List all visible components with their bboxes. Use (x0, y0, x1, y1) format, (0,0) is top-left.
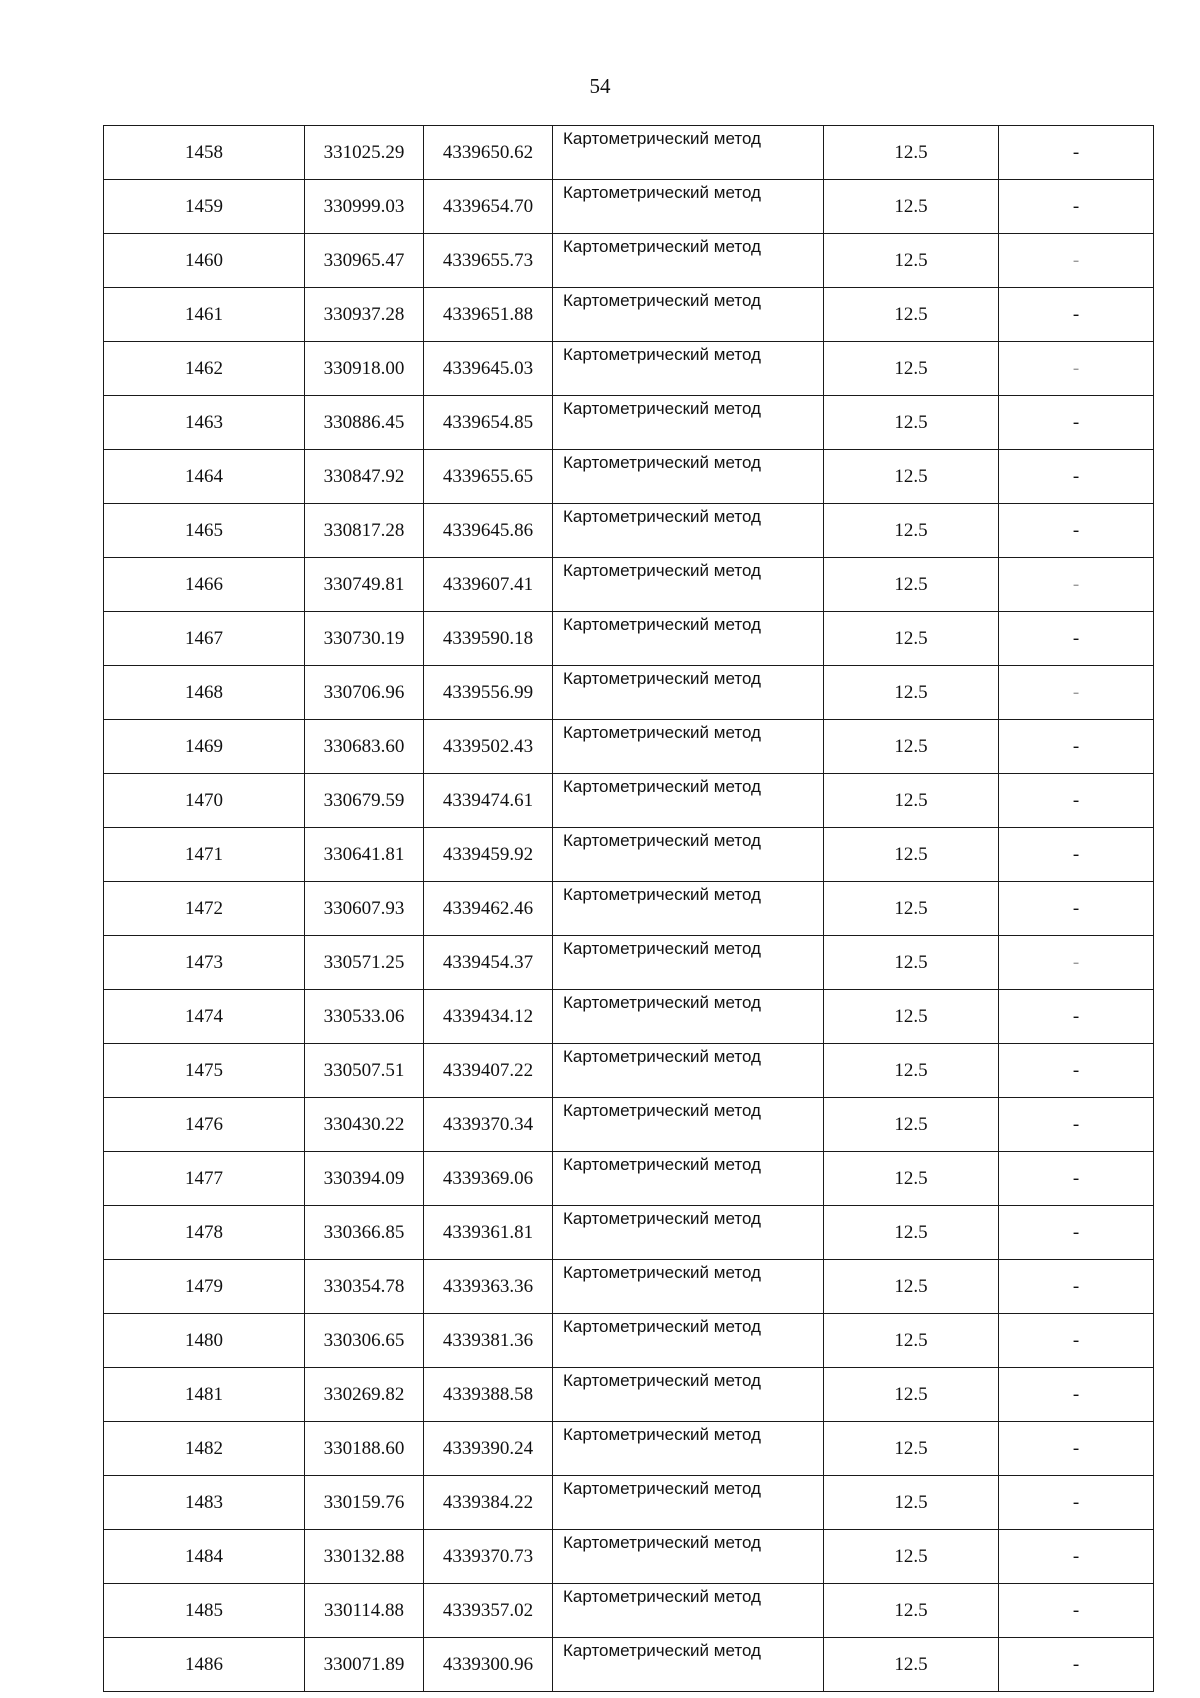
method-cell: Картометрический метод (553, 990, 824, 1044)
accuracy-cell: 12.5 (824, 504, 999, 558)
x-coordinate-cell: 330269.82 (305, 1368, 424, 1422)
table-row (104, 774, 1154, 828)
y-coordinate-cell: 4339384.22 (424, 1476, 553, 1530)
note-cell: - (999, 936, 1154, 990)
point-number-cell: 1474 (104, 990, 305, 1044)
method-cell: Картометрический метод (553, 720, 824, 774)
table-row (104, 342, 1154, 396)
method-cell: Картометрический метод (553, 396, 824, 450)
x-coordinate-cell: 330679.59 (305, 774, 424, 828)
table-row (104, 1422, 1154, 1476)
y-coordinate-cell: 4339370.73 (424, 1530, 553, 1584)
y-coordinate-cell: 4339388.58 (424, 1368, 553, 1422)
table-row (104, 1368, 1154, 1422)
point-number-cell: 1477 (104, 1152, 305, 1206)
y-coordinate-cell: 4339654.70 (424, 180, 553, 234)
point-number-cell: 1475 (104, 1044, 305, 1098)
method-cell: Картометрический метод (553, 1638, 824, 1692)
point-number-cell: 1472 (104, 882, 305, 936)
table-row (104, 126, 1154, 180)
y-coordinate-cell: 4339607.41 (424, 558, 553, 612)
accuracy-cell: 12.5 (824, 396, 999, 450)
note-cell: - (999, 504, 1154, 558)
y-coordinate-cell: 4339556.99 (424, 666, 553, 720)
accuracy-cell: 12.5 (824, 1152, 999, 1206)
table-row (104, 990, 1154, 1044)
table-row (104, 666, 1154, 720)
method-cell: Картометрический метод (553, 612, 824, 666)
accuracy-cell: 12.5 (824, 990, 999, 1044)
method-cell: Картометрический метод (553, 828, 824, 882)
point-number-cell: 1468 (104, 666, 305, 720)
y-coordinate-cell: 4339407.22 (424, 1044, 553, 1098)
method-cell: Картометрический метод (553, 450, 824, 504)
point-number-cell: 1461 (104, 288, 305, 342)
accuracy-cell: 12.5 (824, 1260, 999, 1314)
point-number-cell: 1480 (104, 1314, 305, 1368)
note-cell: - (999, 1584, 1154, 1638)
y-coordinate-cell: 4339645.86 (424, 504, 553, 558)
note-cell: - (999, 288, 1154, 342)
y-coordinate-cell: 4339454.37 (424, 936, 553, 990)
note-cell: - (999, 1368, 1154, 1422)
method-cell: Картометрический метод (553, 1584, 824, 1638)
accuracy-cell: 12.5 (824, 342, 999, 396)
point-number-cell: 1482 (104, 1422, 305, 1476)
accuracy-cell: 12.5 (824, 450, 999, 504)
method-cell: Картометрический метод (553, 1530, 824, 1584)
y-coordinate-cell: 4339651.88 (424, 288, 553, 342)
point-number-cell: 1460 (104, 234, 305, 288)
table-row (104, 396, 1154, 450)
note-cell: - (999, 342, 1154, 396)
x-coordinate-cell: 330999.03 (305, 180, 424, 234)
table-row (104, 288, 1154, 342)
table-row (104, 882, 1154, 936)
y-coordinate-cell: 4339654.85 (424, 396, 553, 450)
x-coordinate-cell: 330706.96 (305, 666, 424, 720)
accuracy-cell: 12.5 (824, 1638, 999, 1692)
table-row (104, 1530, 1154, 1584)
table-row (104, 936, 1154, 990)
y-coordinate-cell: 4339370.34 (424, 1098, 553, 1152)
method-cell: Картометрический метод (553, 234, 824, 288)
x-coordinate-cell: 330354.78 (305, 1260, 424, 1314)
table-row (104, 1476, 1154, 1530)
point-number-cell: 1463 (104, 396, 305, 450)
table-row (104, 1206, 1154, 1260)
y-coordinate-cell: 4339369.06 (424, 1152, 553, 1206)
note-cell: - (999, 126, 1154, 180)
accuracy-cell: 12.5 (824, 720, 999, 774)
x-coordinate-cell: 330607.93 (305, 882, 424, 936)
x-coordinate-cell: 330188.60 (305, 1422, 424, 1476)
method-cell: Картометрический метод (553, 126, 824, 180)
method-cell: Картометрический метод (553, 774, 824, 828)
table-row (104, 1260, 1154, 1314)
note-cell: - (999, 1314, 1154, 1368)
accuracy-cell: 12.5 (824, 558, 999, 612)
note-cell: - (999, 1152, 1154, 1206)
note-cell: - (999, 1422, 1154, 1476)
method-cell: Картометрический метод (553, 288, 824, 342)
table-row (104, 234, 1154, 288)
method-cell: Картометрический метод (553, 882, 824, 936)
table-row (104, 180, 1154, 234)
point-number-cell: 1478 (104, 1206, 305, 1260)
point-number-cell: 1479 (104, 1260, 305, 1314)
x-coordinate-cell: 330918.00 (305, 342, 424, 396)
accuracy-cell: 12.5 (824, 774, 999, 828)
method-cell: Картометрический метод (553, 1476, 824, 1530)
note-cell: - (999, 396, 1154, 450)
accuracy-cell: 12.5 (824, 1422, 999, 1476)
accuracy-cell: 12.5 (824, 1530, 999, 1584)
x-coordinate-cell: 331025.29 (305, 126, 424, 180)
accuracy-cell: 12.5 (824, 288, 999, 342)
y-coordinate-cell: 4339462.46 (424, 882, 553, 936)
point-number-cell: 1486 (104, 1638, 305, 1692)
y-coordinate-cell: 4339363.36 (424, 1260, 553, 1314)
note-cell: - (999, 990, 1154, 1044)
note-cell: - (999, 180, 1154, 234)
note-cell: - (999, 828, 1154, 882)
accuracy-cell: 12.5 (824, 1314, 999, 1368)
table-row (104, 828, 1154, 882)
coordinates-table (103, 125, 1154, 1692)
point-number-cell: 1462 (104, 342, 305, 396)
point-number-cell: 1464 (104, 450, 305, 504)
x-coordinate-cell: 330886.45 (305, 396, 424, 450)
table-row (104, 1098, 1154, 1152)
note-cell: - (999, 774, 1154, 828)
y-coordinate-cell: 4339381.36 (424, 1314, 553, 1368)
x-coordinate-cell: 330571.25 (305, 936, 424, 990)
x-coordinate-cell: 330366.85 (305, 1206, 424, 1260)
point-number-cell: 1465 (104, 504, 305, 558)
note-cell: - (999, 1206, 1154, 1260)
x-coordinate-cell: 330132.88 (305, 1530, 424, 1584)
note-cell: - (999, 1638, 1154, 1692)
x-coordinate-cell: 330847.92 (305, 450, 424, 504)
table-row (104, 558, 1154, 612)
note-cell: - (999, 882, 1154, 936)
page-number: 54 (589, 74, 611, 98)
point-number-cell: 1473 (104, 936, 305, 990)
y-coordinate-cell: 4339390.24 (424, 1422, 553, 1476)
note-cell: - (999, 1044, 1154, 1098)
accuracy-cell: 12.5 (824, 234, 999, 288)
accuracy-cell: 12.5 (824, 1476, 999, 1530)
x-coordinate-cell: 330394.09 (305, 1152, 424, 1206)
note-cell: - (999, 666, 1154, 720)
point-number-cell: 1459 (104, 180, 305, 234)
method-cell: Картометрический метод (553, 666, 824, 720)
point-number-cell: 1471 (104, 828, 305, 882)
note-cell: - (999, 1260, 1154, 1314)
point-number-cell: 1458 (104, 126, 305, 180)
point-number-cell: 1483 (104, 1476, 305, 1530)
point-number-cell: 1484 (104, 1530, 305, 1584)
accuracy-cell: 12.5 (824, 612, 999, 666)
table-row (104, 612, 1154, 666)
x-coordinate-cell: 330683.60 (305, 720, 424, 774)
method-cell: Картометрический метод (553, 1152, 824, 1206)
y-coordinate-cell: 4339474.61 (424, 774, 553, 828)
point-number-cell: 1476 (104, 1098, 305, 1152)
y-coordinate-cell: 4339361.81 (424, 1206, 553, 1260)
note-cell: - (999, 1098, 1154, 1152)
method-cell: Картометрический метод (553, 180, 824, 234)
table-row (104, 1152, 1154, 1206)
note-cell: - (999, 720, 1154, 774)
x-coordinate-cell: 330159.76 (305, 1476, 424, 1530)
table-row (104, 504, 1154, 558)
method-cell: Картометрический метод (553, 1206, 824, 1260)
accuracy-cell: 12.5 (824, 1368, 999, 1422)
x-coordinate-cell: 330430.22 (305, 1098, 424, 1152)
point-number-cell: 1470 (104, 774, 305, 828)
method-cell: Картометрический метод (553, 1044, 824, 1098)
accuracy-cell: 12.5 (824, 1584, 999, 1638)
table-row (104, 1584, 1154, 1638)
accuracy-cell: 12.5 (824, 882, 999, 936)
x-coordinate-cell: 330641.81 (305, 828, 424, 882)
point-number-cell: 1469 (104, 720, 305, 774)
method-cell: Картометрический метод (553, 558, 824, 612)
x-coordinate-cell: 330071.89 (305, 1638, 424, 1692)
method-cell: Картометрический метод (553, 936, 824, 990)
note-cell: - (999, 1530, 1154, 1584)
method-cell: Картометрический метод (553, 1422, 824, 1476)
x-coordinate-cell: 330114.88 (305, 1584, 424, 1638)
table-row (104, 450, 1154, 504)
accuracy-cell: 12.5 (824, 1044, 999, 1098)
y-coordinate-cell: 4339650.62 (424, 126, 553, 180)
note-cell: - (999, 558, 1154, 612)
x-coordinate-cell: 330533.06 (305, 990, 424, 1044)
method-cell: Картометрический метод (553, 1314, 824, 1368)
method-cell: Картометрический метод (553, 504, 824, 558)
y-coordinate-cell: 4339590.18 (424, 612, 553, 666)
note-cell: - (999, 234, 1154, 288)
y-coordinate-cell: 4339300.96 (424, 1638, 553, 1692)
method-cell: Картометрический метод (553, 1260, 824, 1314)
x-coordinate-cell: 330730.19 (305, 612, 424, 666)
accuracy-cell: 12.5 (824, 666, 999, 720)
note-cell: - (999, 1476, 1154, 1530)
method-cell: Картометрический метод (553, 342, 824, 396)
x-coordinate-cell: 330507.51 (305, 1044, 424, 1098)
y-coordinate-cell: 4339645.03 (424, 342, 553, 396)
method-cell: Картометрический метод (553, 1098, 824, 1152)
y-coordinate-cell: 4339502.43 (424, 720, 553, 774)
method-cell: Картометрический метод (553, 1368, 824, 1422)
y-coordinate-cell: 4339459.92 (424, 828, 553, 882)
table-row (104, 720, 1154, 774)
point-number-cell: 1485 (104, 1584, 305, 1638)
x-coordinate-cell: 330965.47 (305, 234, 424, 288)
x-coordinate-cell: 330749.81 (305, 558, 424, 612)
y-coordinate-cell: 4339357.02 (424, 1584, 553, 1638)
accuracy-cell: 12.5 (824, 936, 999, 990)
x-coordinate-cell: 330817.28 (305, 504, 424, 558)
point-number-cell: 1467 (104, 612, 305, 666)
y-coordinate-cell: 4339434.12 (424, 990, 553, 1044)
coordinates-table-body (104, 126, 1154, 1692)
accuracy-cell: 12.5 (824, 1206, 999, 1260)
point-number-cell: 1481 (104, 1368, 305, 1422)
y-coordinate-cell: 4339655.73 (424, 234, 553, 288)
table-row (104, 1638, 1154, 1692)
y-coordinate-cell: 4339655.65 (424, 450, 553, 504)
table-row (104, 1314, 1154, 1368)
x-coordinate-cell: 330937.28 (305, 288, 424, 342)
note-cell: - (999, 450, 1154, 504)
accuracy-cell: 12.5 (824, 126, 999, 180)
accuracy-cell: 12.5 (824, 1098, 999, 1152)
accuracy-cell: 12.5 (824, 180, 999, 234)
x-coordinate-cell: 330306.65 (305, 1314, 424, 1368)
accuracy-cell: 12.5 (824, 828, 999, 882)
point-number-cell: 1466 (104, 558, 305, 612)
table-row (104, 1044, 1154, 1098)
note-cell: - (999, 612, 1154, 666)
